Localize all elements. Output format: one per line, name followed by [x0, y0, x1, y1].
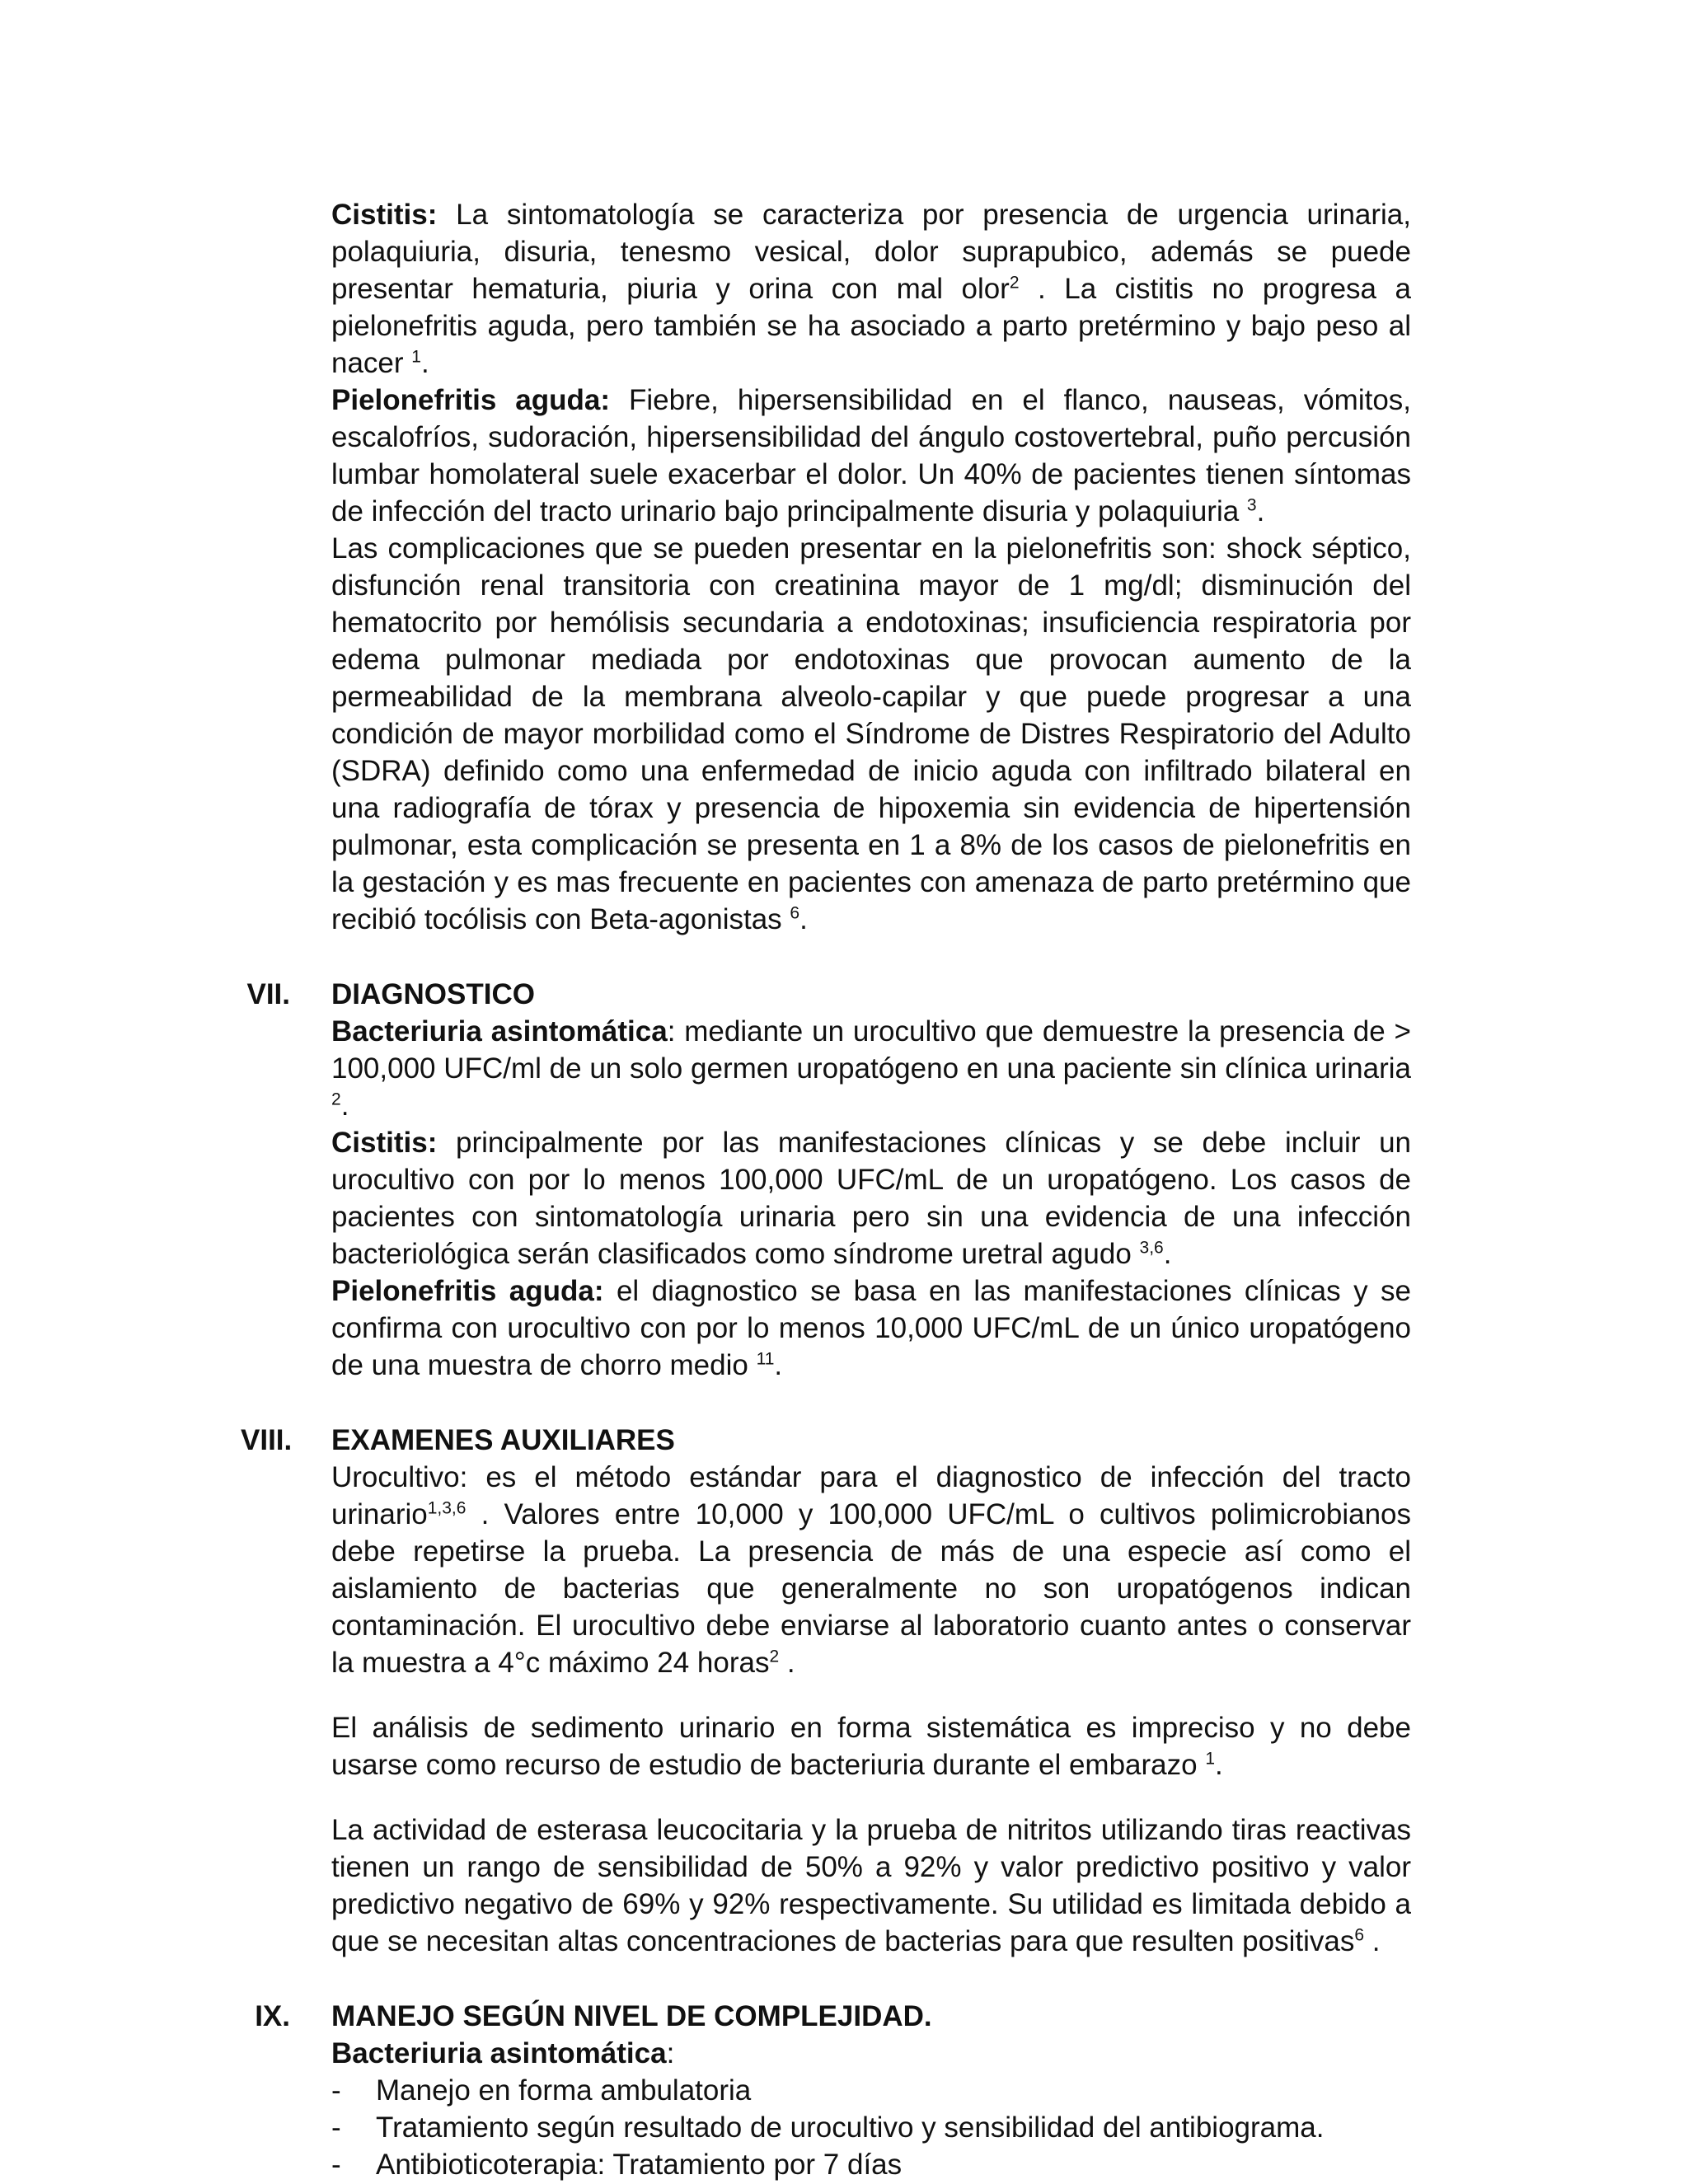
cistitis-label: Cistitis: [331, 199, 438, 231]
section-diagnostico [246, 976, 1411, 1384]
period: . [1256, 495, 1265, 527]
dash-bullet: - [331, 2111, 341, 2144]
cistitis-text-cont: . La cistitis no progresa a pielonefritis aguda, pero también se ha asociado a parto pretérmino y bajo peso al nacer [331, 273, 1411, 379]
bacteriuria-label: Bacteriuria asintomática [331, 2037, 667, 2069]
bacteriuria-label: Bacteriuria asintomática [331, 1015, 668, 1047]
list-item [331, 2146, 1411, 2183]
pielonefritis-label: Pielonefritis aguda: [331, 384, 611, 416]
cistitis-label: Cistitis: [331, 1127, 438, 1159]
reference-mark: 3,6 [1139, 1238, 1164, 1258]
reference-mark: 2 [331, 1090, 341, 1109]
period: . [779, 1647, 795, 1679]
urocultivo-text: Urocultivo: es el método estándar para el diagnostico de infección del tracto urinario [331, 1461, 1411, 1530]
section-heading: EXAMENES AUXILIARES [331, 1424, 675, 1456]
reference-mark: 6 [1354, 1925, 1365, 1945]
reference-mark: 2 [769, 1647, 780, 1666]
esterasa-text: La actividad de esterasa leucocitaria y la prueba de nitritos utilizando tiras reactivas tienen un rango de sensibilidad de 50% a 92% y valor predictivo positivo y valor predictivo negativo de 69% y 92% respectivamente. Su utilidad es limitada debido a que se necesitan altas concentraciones de bacterias para que resulten positivas [331, 1814, 1411, 1957]
diag-cistitis-paragraph [331, 1124, 1411, 1272]
list-item [331, 2109, 1411, 2146]
section-manejo [255, 1998, 1411, 2183]
period: . [1163, 1238, 1172, 1270]
reference-mark: 11 [756, 1349, 775, 1369]
urocultivo-text-cont: . Valores entre 10,000 y 100,000 UFC/mL o cultivos polimicrobianos debe repetirse la prueba. La presencia de más de una especie así como el aislamiento de bacterias que generalmente no son uropatógenos indican contaminación. El urocultivo debe enviarse al laboratorio cuanto antes o conservar la muestra a 4°c máximo 24 horas [331, 1498, 1411, 1679]
list-item-text: Antibioticoterapia: Tratamiento por 7 días [376, 2149, 903, 2181]
pielonefritis-label: Pielonefritis aguda: [331, 1275, 604, 1307]
list-item [331, 2072, 1411, 2109]
manejo-list [331, 2072, 1411, 2183]
manejo-subheading [331, 2035, 1411, 2072]
colon: : [666, 2037, 675, 2069]
diag-bacteriuria-paragraph [331, 1013, 1411, 1124]
period: . [774, 1349, 783, 1381]
esterasa-paragraph [331, 1811, 1411, 1960]
reference-mark: 2 [1009, 273, 1020, 293]
reference-mark: 3 [1246, 495, 1257, 515]
document-page [241, 196, 1412, 2183]
section-number: VII. [246, 978, 290, 1010]
period: . [340, 1090, 349, 1122]
section-examenes [241, 1422, 1411, 1960]
section-number: IX. [255, 2000, 290, 2032]
complicaciones-text: Las complicaciones que se pueden presentar en la pielonefritis son: shock séptico, disfunción renal transitoria con creatinina mayor de 1 mg/dl; disminución del hematocrito por hemólisis secundaria a endotoxinas; insuficiencia respiratoria por edema pulmonar mediada por endotoxinas que provocan aumento de la permeabilidad de la membrana alveolo-capilar y que puede progresar a una condición de mayor morbilidad como el Síndrome de Distres Respiratorio del Adulto (SDRA) definido como una enfermedad de inicio aguda con infiltrado bilateral en una radiografía de tórax y presencia de hipoxemia sin evidencia de hipertensión pulmonar, esta complicación se presenta en 1 a 8% de los casos de pielonefritis en la gestación y es mas frecuente en pacientes con amenaza de parto pretérmino que recibió tocólisis con Beta-agonistas [331, 532, 1411, 935]
period: . [420, 347, 429, 379]
dash-bullet: - [331, 2074, 341, 2107]
complicaciones-paragraph [331, 530, 1411, 938]
bacteriuria-text: : mediante un urocultivo que demuestre la presencia de > 100,000 UFC/ml de un solo germen uropatógeno en una paciente sin clínica urinaria [331, 1015, 1411, 1085]
pielonefritis-text: Fiebre, hipersensibilidad en el flanco, nauseas, vómitos, escalofríos, sudoración, hipersensibilidad del ángulo costovertebral, puño percusión lumbar homolateral suele exacerbar el dolor. Un 40% de pacientes tienen síntomas de infección del tracto urinario bajo principalmente disuria y polaquiuria [331, 384, 1412, 527]
sedimento-paragraph [331, 1709, 1411, 1783]
dash-bullet: - [331, 2149, 341, 2181]
reference-mark: 1 [411, 347, 421, 367]
period: . [1364, 1925, 1381, 1957]
period: . [1215, 1749, 1223, 1781]
section-heading: MANEJO SEGÚN NIVEL DE COMPLEJIDAD. [331, 2000, 932, 2032]
list-item-text: Tratamiento según resultado de urocultivo y sensibilidad del antibiograma. [376, 2111, 1325, 2144]
list-item-text: Manejo en forma ambulatoria [376, 2074, 752, 2107]
cistitis-paragraph [331, 196, 1411, 382]
urocultivo-paragraph [331, 1459, 1411, 1681]
reference-mark: 1 [1205, 1749, 1215, 1769]
cistitis-text: La sintomatología se caracteriza por presencia de urgencia urinaria, polaquiuria, disuria, tenesmo vesical, dolor suprapubico, además se puede presentar hematuria, piuria y orina con mal olor [331, 199, 1411, 305]
reference-mark: 1,3,6 [427, 1498, 467, 1518]
pielonefritis-paragraph [331, 382, 1411, 530]
pielonefritis-text: el diagnostico se basa en las manifestaciones clínicas y se confirma con urocultivo con por lo menos 10,000 UFC/mL de un único uropatógeno de una muestra de chorro medio [331, 1275, 1411, 1381]
section-number: VIII. [241, 1424, 293, 1456]
section-heading: DIAGNOSTICO [331, 978, 535, 1010]
cistitis-text: principalmente por las manifestaciones clínicas y se debe incluir un urocultivo con por lo menos 100,000 UFC/mL de un uropatógeno. Los casos de pacientes con sintomatología urinaria pero sin una evidencia de una infección bacteriológica serán clasificados como síndrome uretral agudo [331, 1127, 1411, 1270]
diag-pielonefritis-paragraph [331, 1272, 1411, 1384]
sedimento-text: El análisis de sedimento urinario en forma sistemática es impreciso y no debe usarse como recurso de estudio de bacteriuria durante el embarazo [331, 1712, 1411, 1781]
reference-mark: 6 [790, 903, 800, 923]
period: . [799, 903, 808, 935]
